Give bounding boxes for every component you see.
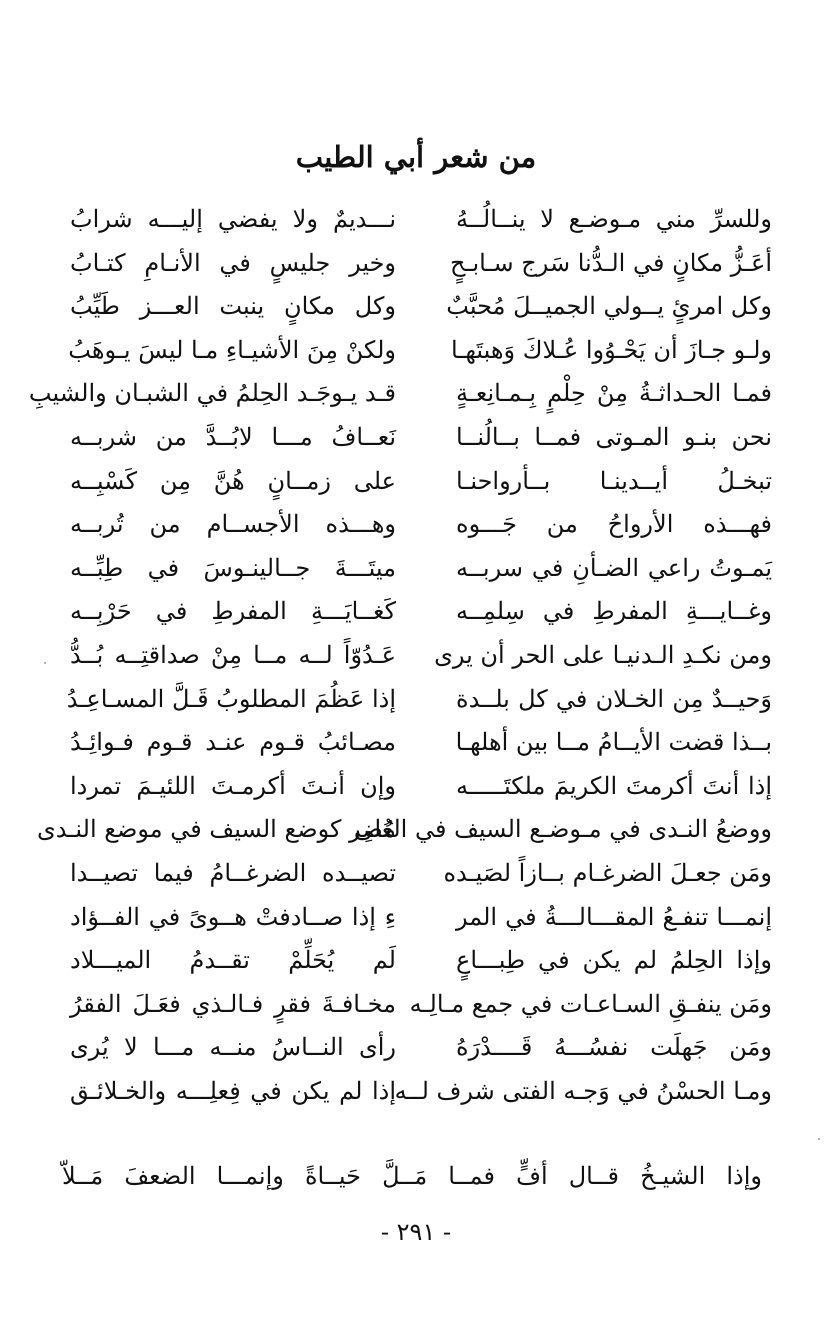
scan-speck <box>44 662 46 664</box>
verse-first-hemistich: فمـا الحـداثـةُ مِنْ حِلْمٍ بِـمـانِعـةٍ <box>456 379 772 408</box>
verse-line <box>62 285 772 329</box>
verse-line <box>62 678 772 722</box>
verse-first-hemistich: وإذا الحِلمُ لم يكن في طِبـــاعٍ <box>456 946 772 975</box>
verse-line <box>62 198 772 242</box>
verse-second-hemistich: رأى النــاسُ منــه مـــا لا يُرى <box>70 1033 396 1062</box>
verse-first-hemistich: يَمـوتُ راعي الضـأنِ في سربــه <box>456 553 772 582</box>
verse-second-hemistich: وهـــذه الأجســام من تُربــه <box>70 510 396 539</box>
verse-line <box>62 896 772 940</box>
verse-first-hemistich: إنمـــا تنفـعُ المقـــالـــةُ في المر <box>456 902 772 931</box>
verse-first-hemistich: ومَن جعـلَ الضرغـام بــازاً لصَيـده <box>443 858 772 887</box>
verse-first-hemistich: بــذا قضت الأيــامُ مــا بين أهلهـا <box>455 728 772 757</box>
verse-line <box>62 460 772 504</box>
verse-second-hemistich: ءِ إذا صــادفتْ هــوىً في الفــؤاد <box>70 902 396 931</box>
verse-first-hemistich: وغــايـــةِ المفرطِ في سِلمِــه <box>456 597 772 626</box>
verse-second-hemistich: وإن أنـتَ أكرمـتَ اللئيـمَ تمردا <box>70 771 396 800</box>
verse-second-hemistich: مخـافـةَ فقرٍ فـالـذي فعَـلَ الفقرُ <box>70 989 396 1018</box>
verse-line <box>62 1070 772 1114</box>
verse-first-hemistich: وَحيــدٌ مِن الخـلان في كل بلــدة <box>456 684 772 713</box>
verse-second-hemistich: نَعــافُ مـــا لابُــدَّ من شربــه <box>70 422 396 451</box>
verse-first-hemistich: وكل امرئٍ يــولي الجميــلَ مُحبَّبٌ <box>446 292 772 321</box>
verse-second-hemistich: على زمــانٍ هُنَّ مِن كَسْبِــه <box>70 466 396 495</box>
verse-second-hemistich: إذا عَظُمَ المطلوبُ قَـلَّ المسـاعِـدُ <box>66 684 396 713</box>
verse-first-hemistich: أعَـزُّ مكانٍ في الـدُّنا سَرج سـابـحٍ <box>449 248 772 277</box>
verse-second-hemistich: مصـائبُ قـوم عنـد قـوم فـوائِـدُ <box>70 728 396 757</box>
verse-line <box>62 765 772 809</box>
closing-verse: وإذا الشيـخُ قــال أفٍّ فمــا مَــلَّ حَيــاةً وإنمـــا الضعفَ مَــلاّ <box>62 1162 762 1190</box>
verse-line <box>62 416 772 460</box>
verse-first-hemistich: ومن نكـدِ الـدنيـا على الحر أن يرى <box>434 640 772 669</box>
verse-second-hemistich: عَـدُوّاً لــه مــا مِنْ صداقتِــه بُــدُّ <box>70 640 396 669</box>
verse-line <box>62 983 772 1027</box>
page-title: من شعر أبي الطيب <box>295 140 537 174</box>
verse-second-hemistich: ميتَـــةَ جــالينـوسَ في طِبِّــه <box>70 553 396 582</box>
verse-second-hemistich: إذا لم يكن في فِعلِـــه والخـلائـق <box>70 1076 396 1105</box>
verse-line <box>62 547 772 591</box>
verse-first-hemistich: نحن بنـو المـوتى فمــا بــالُنــا <box>456 422 772 451</box>
verse-line <box>62 852 772 896</box>
verses-list <box>28 198 772 1113</box>
verse-second-hemistich: قـد يـوجَـد الحِلمُ في الشبـان والشيبِ <box>28 379 396 408</box>
scan-speck <box>818 1138 820 1140</box>
verse-first-hemistich: ووضعُ النـدى في مـوضـع السيف في العُلى <box>353 815 772 844</box>
verse-second-hemistich: ولكنْ مِنَ الأشيـاءِ مـا ليسَ يـوهَبُ <box>68 335 396 364</box>
verse-first-hemistich: ومـا الحسْنُ في وَجـه الفتى شرف لــه <box>394 1076 772 1105</box>
verse-first-hemistich: ولـو جـازَ أن يَحْـوُوا عُـلاكَ وَهبتَهـا <box>451 335 772 364</box>
verse-second-hemistich: نـــديمٌ ولا يفضي إليـــه شرابُ <box>70 205 396 233</box>
verse-first-hemistich: وللسرِّ مني مـوضـع لا ينــالُــهُ <box>456 205 772 233</box>
verse-line <box>62 329 772 373</box>
page-number: - ٢٩١ - <box>380 1218 452 1246</box>
verse-first-hemistich: ومَن جَهلَت نفسُـــهُ قَــــدْرَهُ <box>456 1033 772 1062</box>
verse-line <box>62 1026 772 1070</box>
verse-second-hemistich: كَغــايَـــةِ المفرطِ في حَرْبِــه <box>70 597 396 626</box>
verse-second-hemistich: تصيــده الضرغــامُ فيما تصيــدا <box>70 858 396 887</box>
verse-line <box>62 939 772 983</box>
verse-second-hemistich: وخير جليسٍ في الأنـامِ كتـابُ <box>70 248 396 277</box>
verse-first-hemistich: ومَن ينفـقِ السـاعـات في جمع مـالِـه <box>409 989 772 1018</box>
verse-second-hemistich: لَم يُحَلِّمْ تقــدمُ الميـــلاد <box>70 946 396 975</box>
verse-line <box>28 372 772 416</box>
verse-first-hemistich: فهـــذه الأرواحُ من جَـــوه <box>456 510 772 539</box>
verse-first-hemistich: تبخـلُ أيــدينـا بــأرواحنـا <box>456 466 772 495</box>
verse-line <box>62 721 772 765</box>
verse-line <box>62 503 772 547</box>
verse-second-hemistich: مُضِر كوضع السيف في موضع النـدى <box>36 815 396 844</box>
verse-line <box>62 634 772 678</box>
verse-second-hemistich: وكل مكانٍ ينبت العـــز طَيِّبُ <box>70 292 396 321</box>
verse-line <box>62 242 772 286</box>
verse-line <box>36 808 772 852</box>
verse-line <box>62 590 772 634</box>
verse-first-hemistich: إذا أنتَ أكرمتَ الكريمَ ملكتَـــــه <box>456 771 772 800</box>
